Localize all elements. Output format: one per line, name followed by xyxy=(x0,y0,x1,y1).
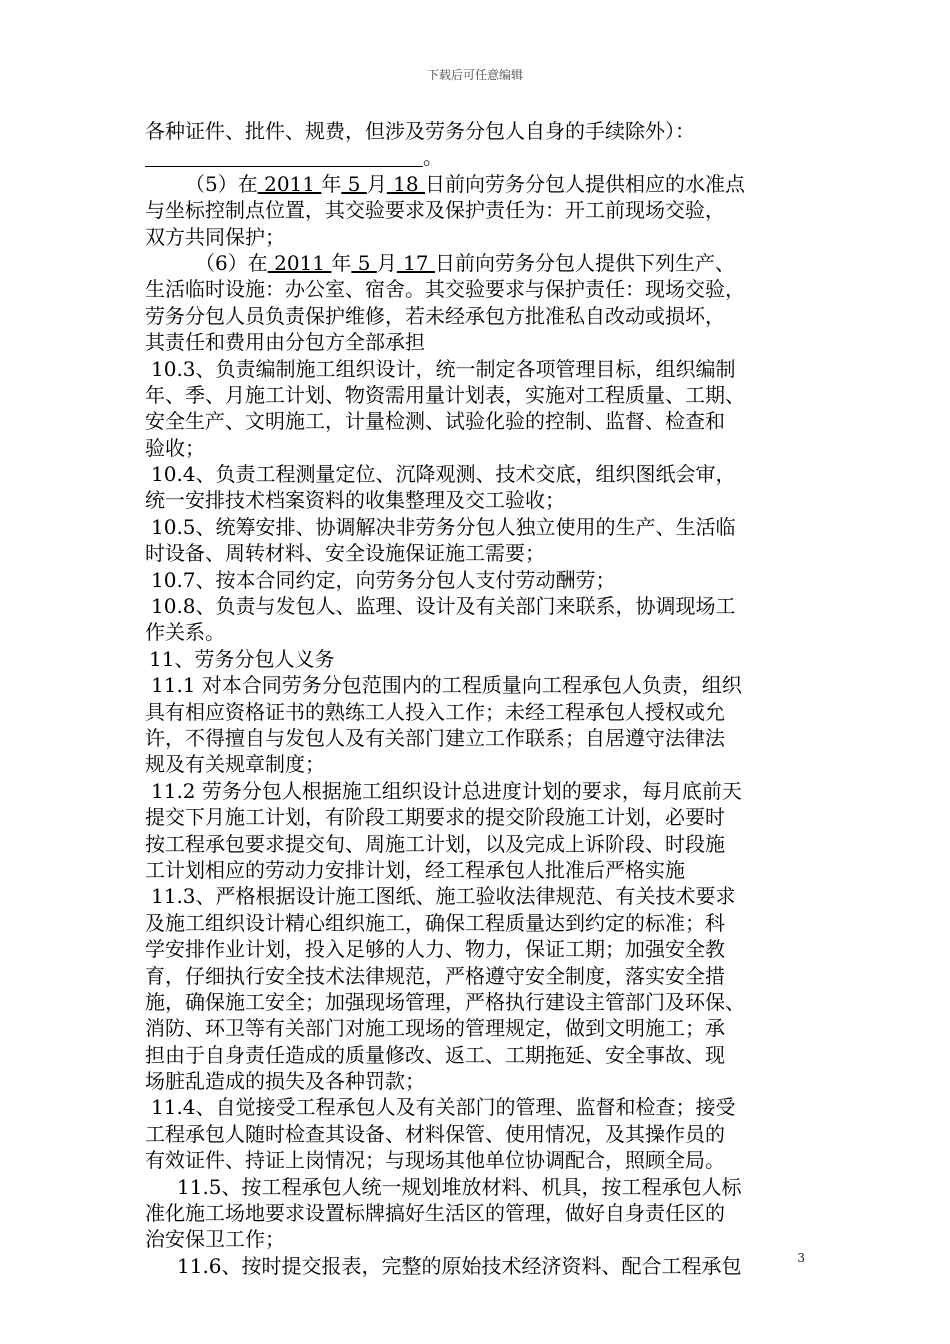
text-line: 有效证件、持证上岗情况；与现场其他单位协调配合，照顾全局。 xyxy=(145,1148,725,1173)
date-day: 18 xyxy=(386,171,425,196)
section-heading: 11、劳务分包人义务 xyxy=(149,646,335,671)
clause-5 xyxy=(145,171,817,197)
clause-6 xyxy=(145,250,817,276)
date-year: 2011 xyxy=(267,250,332,275)
date-month: 5 xyxy=(351,250,377,275)
text-line: 劳务分包人员负责保护维修，若未经承包方批准私自改动或损坏， xyxy=(145,303,725,328)
year-label: 年 xyxy=(331,250,352,275)
text-line: 11.3、严格根据设计施工图纸、施工验收法律规范、有关技术要求 xyxy=(151,884,736,909)
text-line: 场脏乱造成的损失及各种罚款； xyxy=(145,1069,425,1094)
page-number: 3 xyxy=(797,1251,805,1265)
text-line: 许，不得擅自与发包人及有关部门建立工作联系；自居遵守法律法 xyxy=(145,725,725,750)
text-line: 11.6、按时提交报表，完整的原始技术经济资料、配合工程承包 xyxy=(177,1253,742,1278)
text-line: 11.1 对本合同劳务分包范围内的工程质量向工程承包人负责，组织 xyxy=(151,673,742,698)
text-line: 具有相应资格证书的熟练工人投入工作；未经工程承包人授权或允 xyxy=(145,699,725,724)
text-line: 11.4、自觉接受工程承包人及有关部门的管理、监督和检查；接受 xyxy=(151,1095,736,1120)
text-line: 10.4、负责工程测量定位、沉降观测、技术交底，组织图纸会审， xyxy=(151,462,736,487)
text-line: 育，仔细执行安全技术法律规范，严格遵守安全制度，落实安全措 xyxy=(145,963,725,988)
text-line: 10.7、按本合同约定，向劳务分包人支付劳动酬劳； xyxy=(151,567,616,592)
text-line: 规及有关规章制度； xyxy=(145,752,325,777)
document-body xyxy=(145,118,817,1279)
text-line: 10.8、负责与发包人、监理、设计及有关部门来联系，协调现场工 xyxy=(151,594,736,619)
text-line: 10.5、统筹安排、协调解决非劳务分包人独立使用的生产、生活临 xyxy=(151,514,736,539)
year-label: 年 xyxy=(321,171,342,196)
text-line: 准化施工场地要求设置标牌搞好生活区的管理，做好自身责任区的 xyxy=(145,1201,725,1226)
clause-5-rest: 日前向劳务分包人提供相应的水准点 xyxy=(424,171,745,196)
clause-6-rest: 日前向劳务分包人提供下列生产、 xyxy=(434,250,735,275)
text-line: 年、季、月施工计划、物资需用量计划表，实施对工程质量、工期、 xyxy=(145,382,745,407)
blank-underline xyxy=(145,146,423,167)
date-month: 5 xyxy=(341,171,367,196)
text-line: 按工程承包要求提交旬、周施工计划，以及完成上诉阶段、时段施 xyxy=(145,831,725,856)
page-header: 下载后可任意编辑 xyxy=(426,68,523,82)
text-line: 其责任和费用由分包方全部承担 xyxy=(145,330,425,355)
text-line: 生活临时设施：办公室、宿舍。其交验要求与保护责任：现场交验， xyxy=(145,277,745,302)
text-line: 消防、环卫等有关部门对施工现场的管理规定，做到文明施工；承 xyxy=(145,1016,725,1041)
month-label: 月 xyxy=(366,171,387,196)
text-line: 验收； xyxy=(145,435,205,460)
blank-end-mark: 。 xyxy=(423,145,443,170)
text-line: 统一安排技术档案资料的收集整理及交工验收； xyxy=(145,488,565,513)
text-line: 工计划相应的劳动力安排计划，经工程承包人批准后严格实施 xyxy=(145,857,685,882)
clause-6-prefix: （6）在 xyxy=(195,250,268,275)
text-line: 提交下月施工计划，有阶段工期要求的提交阶段施工计划，必要时 xyxy=(145,805,725,830)
text-line: 作关系。 xyxy=(145,620,225,645)
text-line: 安全生产、文明施工，计量检测、试验化验的控制、监督、检查和 xyxy=(145,409,725,434)
text-line: 工程承包人随时检查其设备、材料保管、使用情况，及其操作员的 xyxy=(145,1121,725,1146)
clause-5-prefix: （5）在 xyxy=(185,171,258,196)
text-line: 治安保卫工作； xyxy=(145,1227,285,1252)
date-day: 17 xyxy=(396,250,435,275)
text-line: 及施工组织设计精心组织施工，确保工程质量达到约定的标准；科 xyxy=(145,910,725,935)
blank-fill-line xyxy=(145,144,817,170)
text-line: 学安排作业计划，投入足够的人力、物力，保证工期；加强安全教 xyxy=(145,937,725,962)
text-line: 时设备、周转材料、安全设施保证施工需要； xyxy=(145,541,545,566)
month-label: 月 xyxy=(376,250,397,275)
text-line: 各种证件、批件、规费，但涉及劳务分包人自身的手续除外）： xyxy=(145,119,695,143)
text-line: 与坐标控制点位置，其交验要求及保护责任为：开工前现场交验， xyxy=(145,198,725,223)
text-line: 11.5、按工程承包人统一规划堆放材料、机具，按工程承包人标 xyxy=(177,1174,742,1199)
date-year: 2011 xyxy=(257,171,322,196)
text-line: 双方共同保护； xyxy=(145,224,285,249)
text-line: 10.3、负责编制施工组织设计，统一制定各项管理目标，组织编制 xyxy=(151,356,736,381)
text-line: 施，确保施工安全；加强现场管理，严格执行建设主管部门及环保、 xyxy=(145,989,745,1014)
text-line: 11.2 劳务分包人根据施工组织设计总进度计划的要求，每月底前天 xyxy=(151,778,742,803)
text-line: 担由于自身责任造成的质量修改、返工、工期拖延、安全事故、现 xyxy=(145,1042,725,1067)
